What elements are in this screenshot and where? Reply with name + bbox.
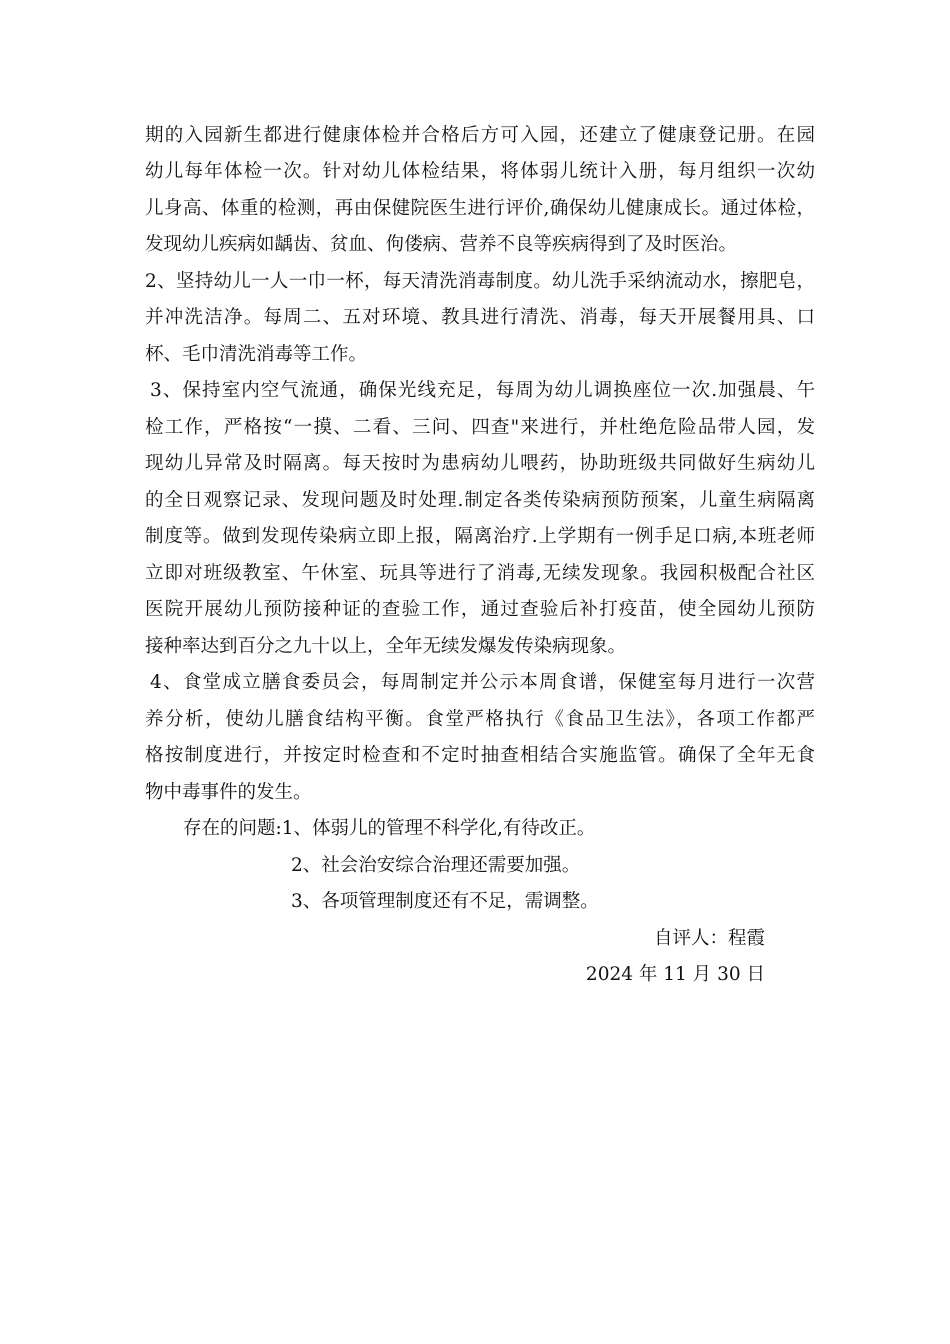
paragraph-line: 期的入园新生都进行健康体检并合格后方可入园，还建立了健康登记册。在园	[145, 125, 815, 146]
paragraph-line: 检工作，严格按“一摸、二看、三问、四查"来进行，并杜绝危险品带人园，发	[145, 417, 815, 438]
problems-item: 2、社会治安综合治理还需要加强。	[291, 855, 581, 876]
paragraph-line: 立即对班级教室、午休室、玩具等进行了消毒,无续发现象。我园积极配合社区	[145, 563, 815, 584]
paragraph-line: 4、食堂成立膳食委员会，每周制定并公示本周食谱，保健室每月进行一次营	[150, 672, 815, 693]
problems-heading-line: 存在的问题:1、体弱儿的管理不科学化,有待改正。	[183, 818, 596, 839]
paragraph-line: 养分析，使幼儿膳食结构平衡。食堂严格执行《食品卫生法》，各项工作都严	[145, 709, 815, 730]
paragraph-line: 制度等。做到发现传染病立即上报，隔离治疗.上学期有一例手足口病,本班老师	[145, 526, 815, 547]
paragraph-line: 现幼儿异常及时隔离。每天按时为患病幼儿喂药，协助班级共同做好生病幼儿	[145, 453, 815, 474]
paragraph-line: 医院开展幼儿预防接种证的查验工作，通过查验后补打疫苗，使全园幼儿预防	[145, 599, 815, 620]
problems-item: 3、各项管理制度还有不足，需调整。	[291, 891, 599, 912]
reviewer-signature: 自评人：程霞	[653, 928, 765, 949]
paragraph-line: 的全日观察记录、发现问题及时处理.制定各类传染病预防预案，儿童生病隔离	[145, 490, 815, 511]
paragraph-line: 发现幼儿疾病如龋齿、贫血、佝偻病、营养不良等疾病得到了及时医治。	[145, 234, 738, 255]
paragraph-line: 杯、毛巾清洗消毒等工作。	[145, 344, 368, 365]
paragraph-line: 接种率达到百分之九十以上，全年无续发爆发传染病现象。	[145, 636, 627, 657]
signature-date: 2024 年 11 月 30 日	[585, 964, 765, 985]
paragraph-line: 3、保持室内空气流通，确保光线充足，每周为幼儿调换座位一次.加强晨、午	[150, 380, 815, 401]
paragraph-line: 并冲洗洁净。每周二、五对环境、教具进行清洗、消毒，每天开展餐用具、口	[145, 307, 815, 328]
paragraph-line: 物中毒事件的发生。	[145, 782, 312, 803]
paragraph-line: 格按制度进行，并按定时检查和不定时抽查相结合实施监管。确保了全年无食	[145, 745, 815, 766]
paragraph-line: 儿身高、体重的检测，再由保健院医生进行评价,确保幼儿健康成长。通过体检，	[145, 198, 815, 219]
paragraph-line: 幼儿每年体检一次。针对幼儿体检结果，将体弱儿统计入册，每月组织一次幼	[145, 161, 815, 182]
paragraph-line: 2、坚持幼儿一人一巾一杯，每天清洗消毒制度。幼儿洗手采纳流动水，擦肥皂，	[145, 271, 815, 292]
